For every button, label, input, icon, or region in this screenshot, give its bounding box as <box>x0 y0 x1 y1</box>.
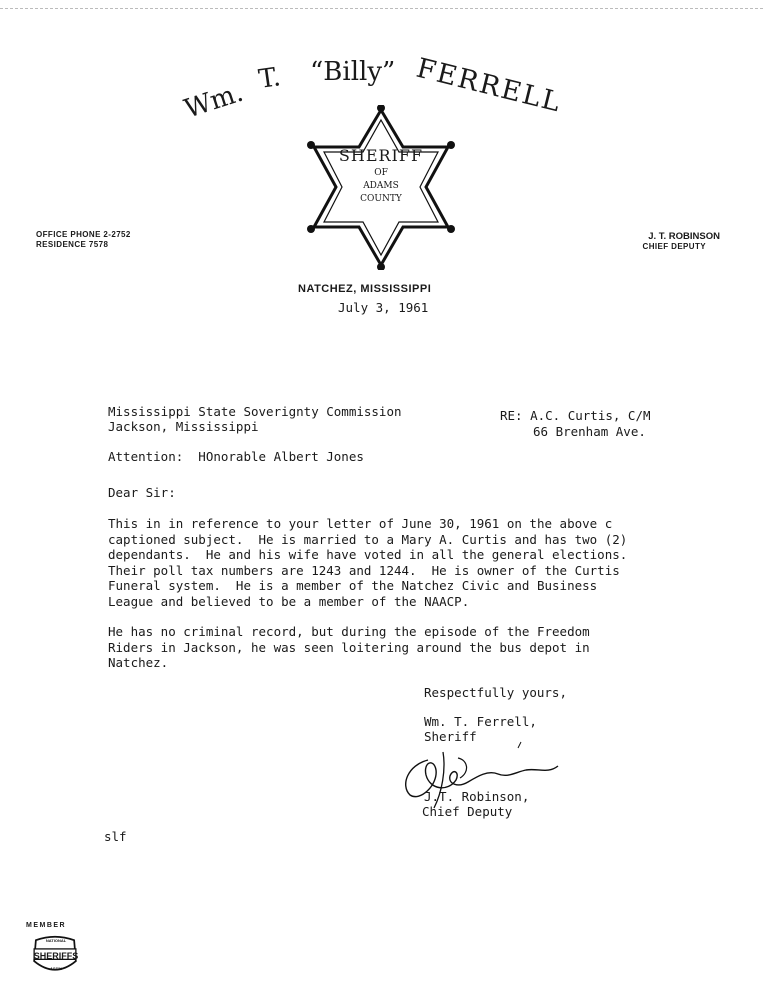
star-adams: ADAMS <box>363 181 399 191</box>
name-billy: “Billy” <box>310 57 396 87</box>
paragraph-line: Funeral system. He is a member of the Natchez Civic and Business <box>108 578 598 593</box>
paragraph-line: Riders in Jackson, he was seen loitering around the bus depot in <box>108 639 590 655</box>
typist-initials: slf <box>104 829 127 844</box>
deputy-name: J.T. Robinson, <box>424 789 530 804</box>
office-phone: OFFICE PHONE 2-2752 <box>36 230 131 239</box>
chief-deputy-title: CHIEF DEPUTY <box>642 242 706 251</box>
star-title: SHERIFF <box>338 146 424 165</box>
paragraph-line: Natchez. <box>108 655 169 670</box>
paragraph-2 <box>108 624 678 671</box>
re-line-2: 66 Brenham Ave. <box>533 424 646 439</box>
name-wm: Wm. <box>180 77 247 125</box>
salutation: Dear Sir: <box>108 485 176 500</box>
paragraph-1 <box>108 516 678 609</box>
letterhead-city: NATCHEZ, MISSISSIPPI <box>298 283 432 295</box>
complimentary-close: Respectfully yours, <box>424 685 567 700</box>
name-t: T. <box>256 62 283 95</box>
badge-top: NATIONAL <box>45 938 67 943</box>
signer-title: Sheriff <box>424 729 477 744</box>
badge-middle: SHERIFFS <box>33 951 79 961</box>
chief-deputy-name: J. T. ROBINSON <box>648 231 720 242</box>
badge-member-label: MEMBER <box>26 922 67 929</box>
page-top-edge <box>0 0 763 9</box>
name-ferrell: FERRELL <box>413 52 566 119</box>
signer-name: Wm. T. Ferrell, <box>424 714 537 729</box>
recipient-line-2: Jackson, Mississippi <box>108 419 259 434</box>
paragraph-line: League and believed to be a member of the NAACP. <box>108 593 470 609</box>
star-of: OF <box>374 168 388 178</box>
paragraph-line: dependants. He and his wife have voted in all the general elections. <box>108 547 628 562</box>
paragraph-line: This in in reference to your letter of June 30, 1961 on the above c <box>108 516 613 531</box>
paragraph-line: He has no criminal record, but during the episode of the Freedom <box>108 624 590 639</box>
star-county: COUNTY <box>360 194 402 204</box>
badge-bottom: ASS'N <box>49 966 63 971</box>
attention-line: Attention: HOnorable Albert Jones <box>108 449 364 464</box>
re-line-1: RE: A.C. Curtis, C/M <box>500 408 651 423</box>
letter-date: July 3, 1961 <box>338 300 429 315</box>
residence-phone: RESIDENCE 7578 <box>36 240 109 249</box>
recipient-line-1: Mississippi State Soverignty Commission <box>108 404 402 419</box>
deputy-title: Chief Deputy <box>422 804 513 819</box>
paragraph-line: captioned subject. He is married to a Mary A. Curtis and has two (2) <box>108 531 628 547</box>
paragraph-line: Their poll tax numbers are 1243 and 1244. He is owner of the Curtis <box>108 562 620 578</box>
